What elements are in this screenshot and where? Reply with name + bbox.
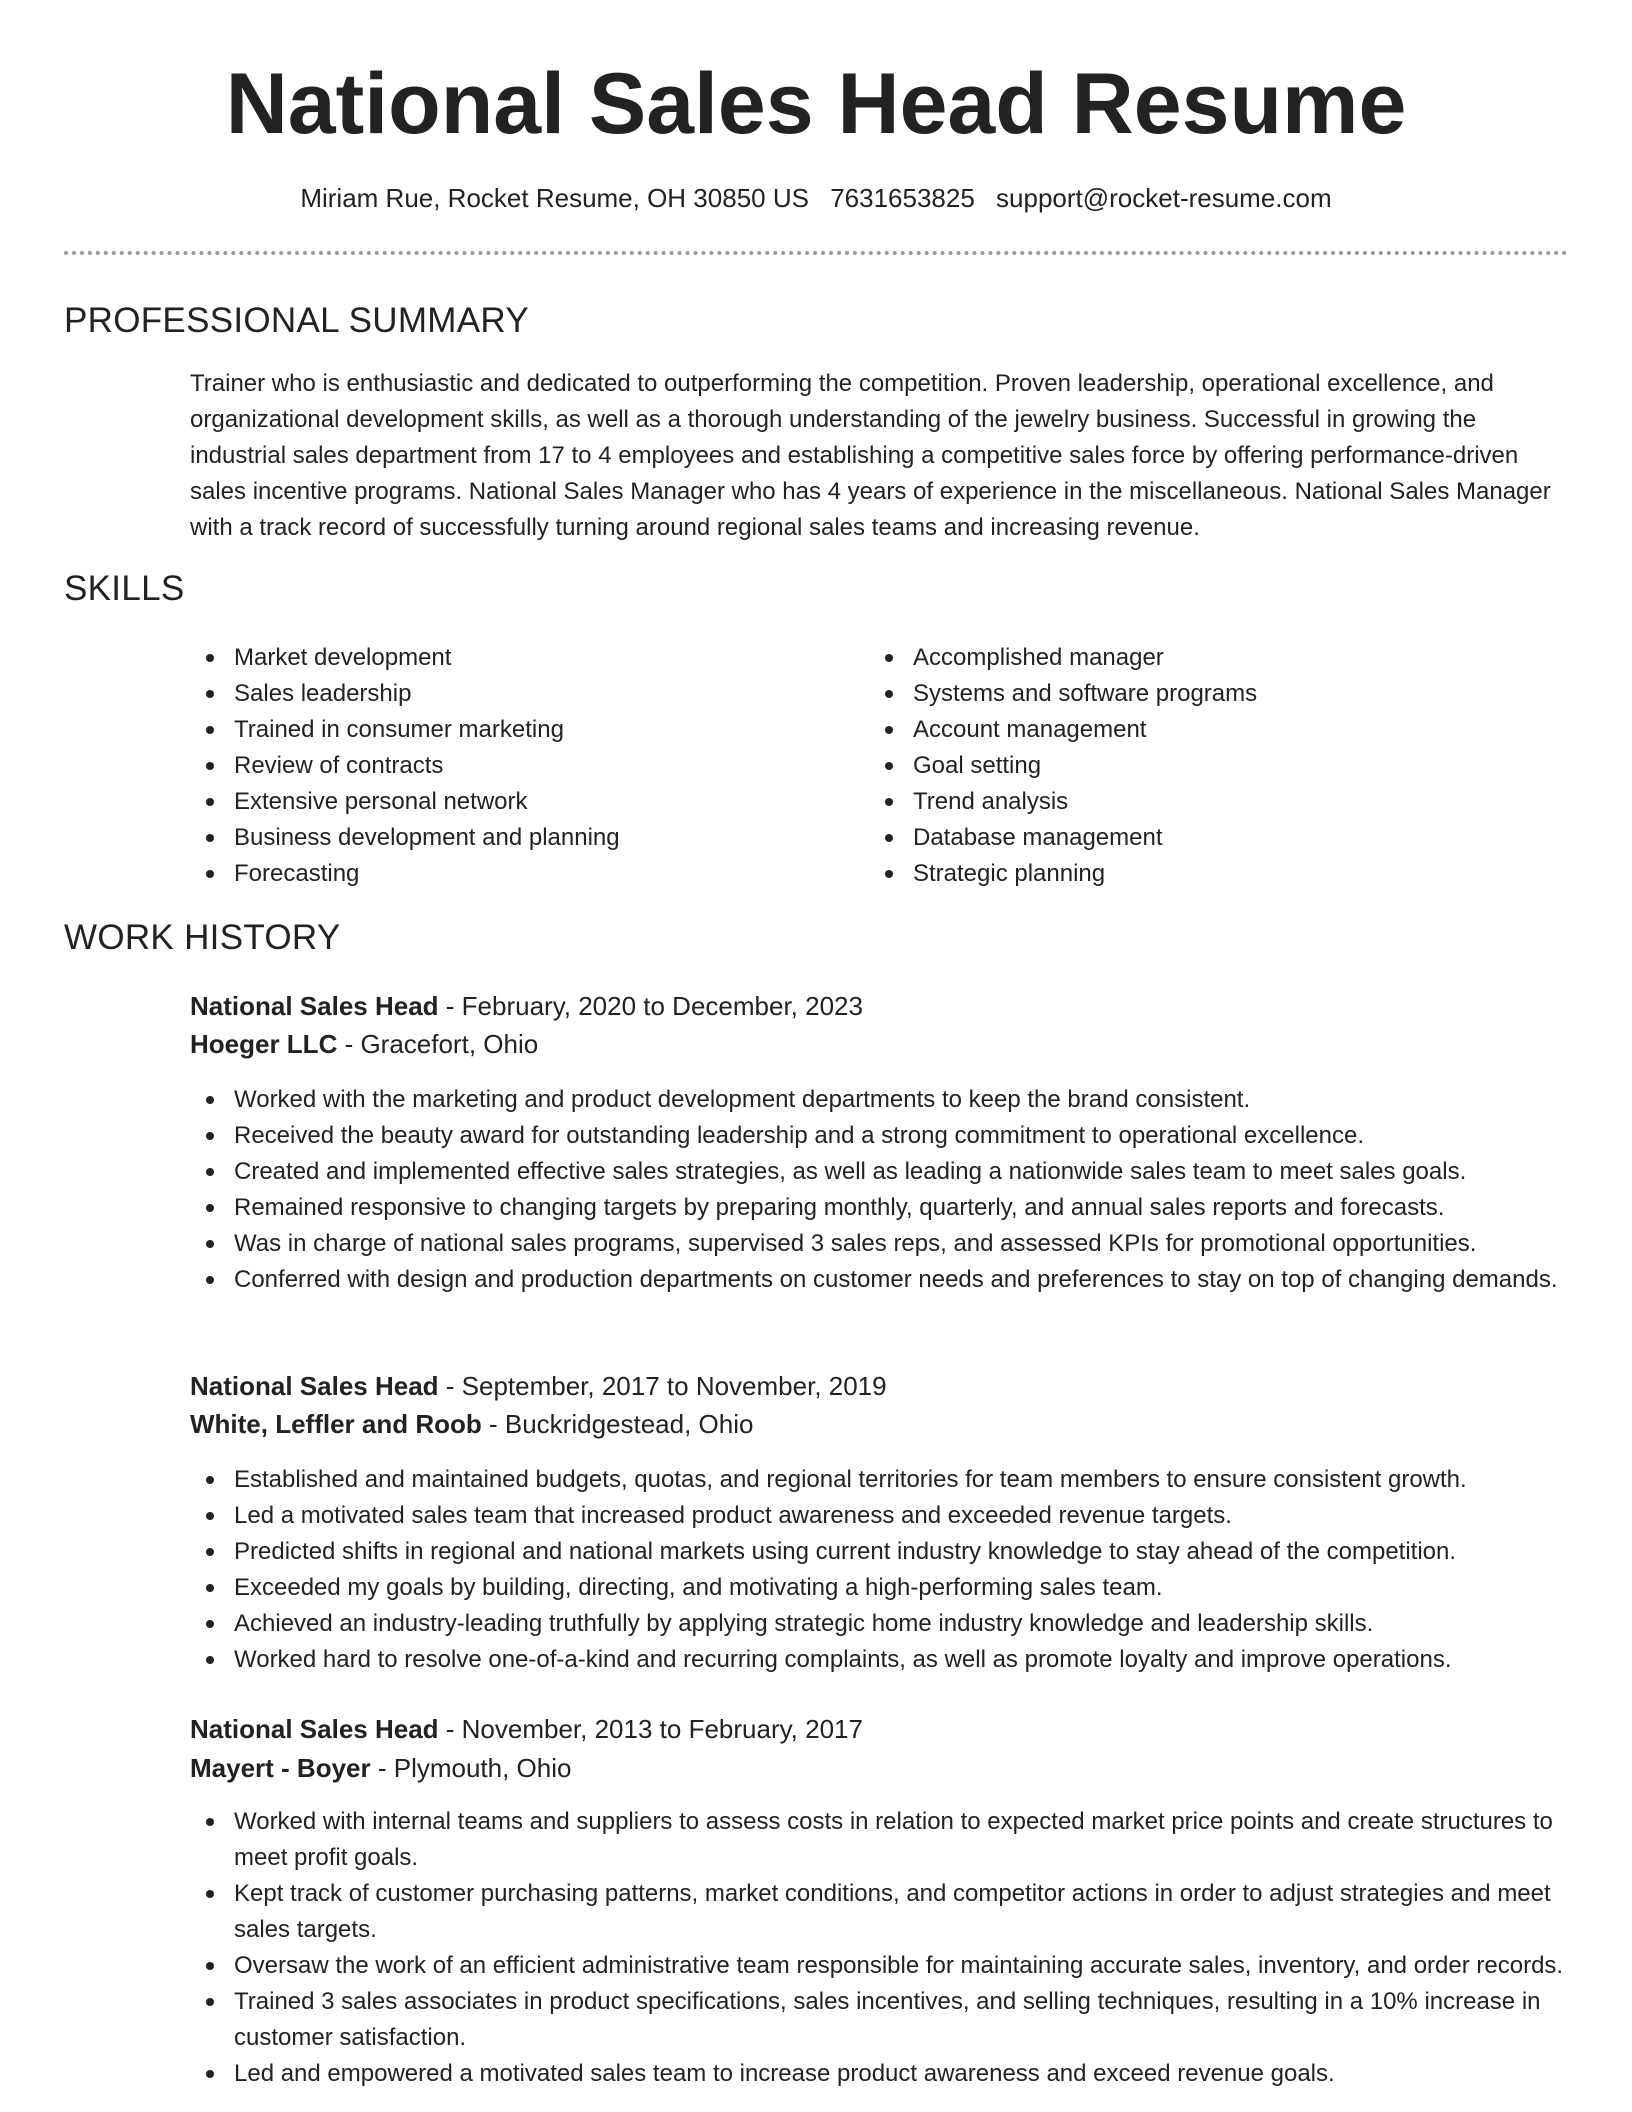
header-divider bbox=[64, 251, 1568, 255]
job-title: National Sales Head bbox=[190, 1714, 439, 1744]
skill-item: Market development bbox=[190, 640, 830, 676]
job-bullet: Kept track of customer purchasing patterns, market conditions, and competitor actions in order to adjust strategies and meet sales targets. bbox=[190, 1876, 1568, 1948]
job-company: Mayert - Boyer bbox=[190, 1753, 371, 1783]
job-company-line bbox=[190, 1749, 571, 1787]
job-company: Hoeger LLC bbox=[190, 1029, 338, 1059]
job-bullet: Remained responsive to changing targets by preparing monthly, quarterly, and annual sales reports and forecasts. bbox=[190, 1190, 1568, 1226]
job-bullet: Led and empowered a motivated sales team to increase product awareness and exceed revenue goals. bbox=[190, 2056, 1568, 2092]
resume-title: National Sales Head Resume bbox=[225, 56, 1407, 152]
skill-item: Trained in consumer marketing bbox=[190, 712, 830, 748]
skill-item: Database management bbox=[869, 820, 1509, 856]
job-location: - Buckridgestead, Ohio bbox=[481, 1409, 754, 1439]
skills-list-left bbox=[190, 640, 830, 892]
job-bullet: Received the beauty award for outstanding leadership and a strong commitment to operational excellence. bbox=[190, 1118, 1568, 1154]
job-bullets bbox=[190, 1082, 1568, 1298]
job-dates: - November, 2013 to February, 2017 bbox=[438, 1714, 863, 1744]
job-bullet: Trained 3 sales associates in product specifications, sales incentives, and selling techniques, resulting in a 10% increase in customer satisfaction. bbox=[190, 1984, 1568, 2056]
skill-item: Review of contracts bbox=[190, 748, 830, 784]
skill-item: Forecasting bbox=[190, 856, 830, 892]
job-dates: - September, 2017 to November, 2019 bbox=[438, 1371, 887, 1401]
contact-line bbox=[0, 180, 1632, 216]
job-title-line bbox=[190, 987, 863, 1025]
contact-address: Miriam Rue, Rocket Resume, OH 30850 US bbox=[300, 183, 809, 213]
job-location: - Gracefort, Ohio bbox=[337, 1029, 539, 1059]
skills-heading: SKILLS bbox=[64, 569, 185, 608]
skill-item: Systems and software programs bbox=[869, 676, 1509, 712]
job-company: White, Leffler and Roob bbox=[190, 1409, 482, 1439]
job-bullet: Achieved an industry-leading truthfully by applying strategic home industry knowledge and leadership skills. bbox=[190, 1606, 1568, 1642]
job-bullet: Worked with the marketing and product development departments to keep the brand consistent. bbox=[190, 1082, 1568, 1118]
work-history-heading: WORK HISTORY bbox=[64, 918, 341, 957]
skill-item: Trend analysis bbox=[869, 784, 1509, 820]
skill-item: Account management bbox=[869, 712, 1509, 748]
job-bullet: Predicted shifts in regional and national markets using current industry knowledge to stay ahead of the competition. bbox=[190, 1534, 1568, 1570]
job-bullets bbox=[190, 1462, 1568, 1678]
skill-item: Business development and planning bbox=[190, 820, 830, 856]
job-bullet: Oversaw the work of an efficient administrative team responsible for maintaining accurate sales, inventory, and order records. bbox=[190, 1948, 1568, 1984]
job-bullet: Exceeded my goals by building, directing, and motivating a high-performing sales team. bbox=[190, 1570, 1568, 1606]
job-bullet: Led a motivated sales team that increased product awareness and exceeded revenue targets. bbox=[190, 1498, 1568, 1534]
job-dates: - February, 2020 to December, 2023 bbox=[438, 991, 863, 1021]
summary-text: Trainer who is enthusiastic and dedicated to outperforming the competition. Proven leadership, operational excellence, and organizational development skills, as well as a thorough understanding of the jewelry business. Successful in growing the industrial sales department from 17 to 4 employees and establishing a competitive sales force by offering performance-driven sales incentive programs. National Sales Manager who has 4 years of experience in the miscellaneous. National Sales Manager with a track record of successfully turning around regional sales teams and increasing revenue. bbox=[190, 370, 1551, 541]
skill-item: Sales leadership bbox=[190, 676, 830, 712]
job-title: National Sales Head bbox=[190, 1371, 439, 1401]
job-bullets bbox=[190, 1804, 1568, 2092]
job-bullet: Worked with internal teams and suppliers to assess costs in relation to expected market price points and create structures to meet profit goals. bbox=[190, 1804, 1568, 1876]
skill-item: Goal setting bbox=[869, 748, 1509, 784]
job-company-line bbox=[190, 1405, 753, 1443]
job-location: - Plymouth, Ohio bbox=[370, 1753, 572, 1783]
contact-email: support@rocket-resume.com bbox=[996, 183, 1332, 213]
skill-item: Accomplished manager bbox=[869, 640, 1509, 676]
job-bullet: Was in charge of national sales programs, supervised 3 sales reps, and assessed KPIs for promotional opportunities. bbox=[190, 1226, 1568, 1262]
skills-list-right bbox=[869, 640, 1509, 892]
skill-item: Strategic planning bbox=[869, 856, 1509, 892]
summary-heading: PROFESSIONAL SUMMARY bbox=[64, 301, 529, 340]
job-title-line bbox=[190, 1367, 887, 1405]
job-title-line bbox=[190, 1710, 863, 1748]
job-bullet: Created and implemented effective sales strategies, as well as leading a nationwide sales team to meet sales goals. bbox=[190, 1154, 1568, 1190]
contact-phone: 7631653825 bbox=[830, 183, 975, 213]
job-bullet: Established and maintained budgets, quotas, and regional territories for team members to ensure consistent growth. bbox=[190, 1462, 1568, 1498]
job-title: National Sales Head bbox=[190, 991, 439, 1021]
job-bullet: Worked hard to resolve one-of-a-kind and recurring complaints, as well as promote loyalty and improve operations. bbox=[190, 1642, 1568, 1678]
skill-item: Extensive personal network bbox=[190, 784, 830, 820]
job-bullet: Conferred with design and production departments on customer needs and preferences to stay on top of changing demands. bbox=[190, 1262, 1568, 1298]
job-company-line bbox=[190, 1025, 538, 1063]
